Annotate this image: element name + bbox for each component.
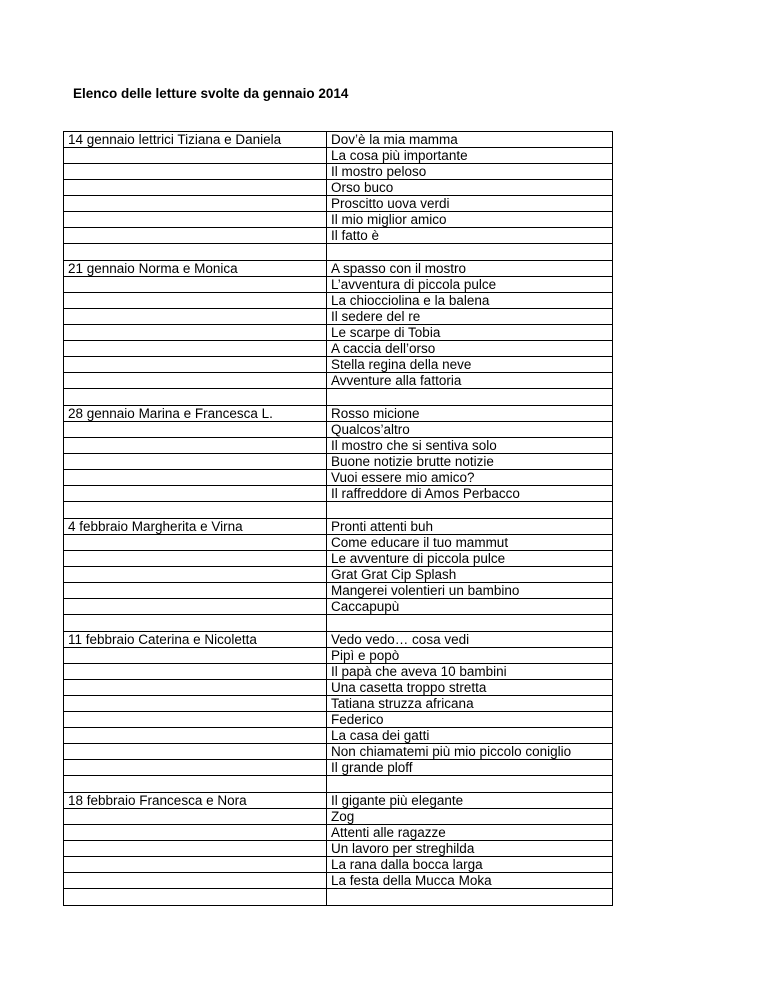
book-title: Tatiana struzza africana [327, 696, 613, 712]
book-title: Avventure alla fattoria [327, 373, 613, 389]
table-row-spacer [64, 389, 613, 406]
empty-cell [327, 502, 613, 519]
book-title: Il raffreddore di Amos Perbacco [327, 486, 613, 502]
session-label: 28 gennaio Marina e Francesca L. [64, 406, 327, 422]
session-label-empty [64, 728, 327, 744]
session-label-empty [64, 438, 327, 454]
book-title: Vedo vedo… cosa vedi [327, 632, 613, 648]
book-title: Attenti alle ragazze [327, 825, 613, 841]
session-label-empty [64, 164, 327, 180]
table-row [64, 148, 613, 164]
session-label-empty [64, 809, 327, 825]
table-row [64, 744, 613, 760]
session-label-empty [64, 180, 327, 196]
book-title: Mangerei volentieri un bambino [327, 583, 613, 599]
table-row [64, 228, 613, 244]
session-label: 18 febbraio Francesca e Nora [64, 793, 327, 809]
table-row [64, 664, 613, 680]
session-label-empty [64, 212, 327, 228]
session-label-empty [64, 599, 327, 615]
session-label: 4 febbraio Margherita e Virna [64, 519, 327, 535]
session-label-empty [64, 454, 327, 470]
table-row [64, 760, 613, 776]
session-label-empty [64, 825, 327, 841]
table-row [64, 373, 613, 389]
table-row [64, 180, 613, 196]
session-label-empty [64, 277, 327, 293]
book-title: Le scarpe di Tobia [327, 325, 613, 341]
book-title: Il mostro che si sentiva solo [327, 438, 613, 454]
book-title: L’avventura di piccola pulce [327, 277, 613, 293]
book-title: Non chiamatemi più mio piccolo coniglio [327, 744, 613, 760]
empty-cell [327, 244, 613, 261]
table-row [64, 551, 613, 567]
session-label-empty [64, 873, 327, 889]
table-row [64, 309, 613, 325]
table-row [64, 341, 613, 357]
table-row [64, 406, 613, 422]
book-title: La casa dei gatti [327, 728, 613, 744]
table-row-spacer [64, 502, 613, 519]
book-title: La rana dalla bocca larga [327, 857, 613, 873]
session-label: 11 febbraio Caterina e Nicoletta [64, 632, 327, 648]
table-row [64, 825, 613, 841]
table-row [64, 196, 613, 212]
book-title: La chiocciolina e la balena [327, 293, 613, 309]
table-row [64, 728, 613, 744]
session-label-empty [64, 551, 327, 567]
session-label-empty [64, 664, 327, 680]
session-label-empty [64, 196, 327, 212]
table-row [64, 793, 613, 809]
book-title: Vuoi essere mio amico? [327, 470, 613, 486]
book-title: Zog [327, 809, 613, 825]
table-row [64, 357, 613, 373]
table-row-spacer [64, 615, 613, 632]
readings-table-body [64, 132, 613, 906]
book-title: Caccapupù [327, 599, 613, 615]
session-label-empty [64, 341, 327, 357]
table-row [64, 164, 613, 180]
session-label-empty [64, 325, 327, 341]
session-label-empty [64, 486, 327, 502]
book-title: Pipì e popò [327, 648, 613, 664]
table-row [64, 567, 613, 583]
empty-cell [327, 615, 613, 632]
empty-cell [327, 776, 613, 793]
table-row [64, 841, 613, 857]
book-title: Pronti attenti buh [327, 519, 613, 535]
session-label: 21 gennaio Norma e Monica [64, 261, 327, 277]
table-row [64, 535, 613, 551]
table-row [64, 873, 613, 889]
book-title: Una casetta troppo stretta [327, 680, 613, 696]
table-row-spacer [64, 776, 613, 793]
session-label-empty [64, 648, 327, 664]
book-title: Come educare il tuo mammut [327, 535, 613, 551]
table-row [64, 680, 613, 696]
session-label-empty [64, 744, 327, 760]
book-title: Il fatto è [327, 228, 613, 244]
session-label-empty [64, 841, 327, 857]
empty-cell [327, 889, 613, 906]
session-label-empty [64, 696, 327, 712]
session-label-empty [64, 583, 327, 599]
table-row [64, 519, 613, 535]
empty-cell [64, 889, 327, 906]
session-label-empty [64, 357, 327, 373]
empty-cell [64, 502, 327, 519]
session-label-empty [64, 760, 327, 776]
table-row [64, 857, 613, 873]
table-row [64, 277, 613, 293]
session-label-empty [64, 857, 327, 873]
table-row [64, 261, 613, 277]
session-label-empty [64, 470, 327, 486]
empty-cell [327, 389, 613, 406]
book-title: Dov’è la mia mamma [327, 132, 613, 148]
book-title: Rosso micione [327, 406, 613, 422]
empty-cell [64, 776, 327, 793]
book-title: Il grande ploff [327, 760, 613, 776]
table-row [64, 422, 613, 438]
book-title: A caccia dell’orso [327, 341, 613, 357]
table-row [64, 470, 613, 486]
book-title: A spasso con il mostro [327, 261, 613, 277]
table-row [64, 632, 613, 648]
empty-cell [64, 389, 327, 406]
table-row-spacer [64, 244, 613, 261]
session-label-empty [64, 293, 327, 309]
table-row-spacer [64, 889, 613, 906]
session-label-empty [64, 680, 327, 696]
table-row [64, 809, 613, 825]
session-label-empty [64, 535, 327, 551]
book-title: La cosa più importante [327, 148, 613, 164]
session-label-empty [64, 712, 327, 728]
empty-cell [64, 615, 327, 632]
table-row [64, 438, 613, 454]
table-row [64, 599, 613, 615]
book-title: Il sedere del re [327, 309, 613, 325]
book-title: Il mio miglior amico [327, 212, 613, 228]
book-title: Qualcos’altro [327, 422, 613, 438]
book-title: Il papà che aveva 10 bambini [327, 664, 613, 680]
session-label: 14 gennaio lettrici Tiziana e Daniela [64, 132, 327, 148]
book-title: Stella regina della neve [327, 357, 613, 373]
book-title: Buone notizie brutte notizie [327, 454, 613, 470]
table-row [64, 486, 613, 502]
book-title: Proscitto uova verdi [327, 196, 613, 212]
book-title: La festa della Mucca Moka [327, 873, 613, 889]
session-label-empty [64, 422, 327, 438]
table-row [64, 583, 613, 599]
session-label-empty [64, 309, 327, 325]
session-label-empty [64, 228, 327, 244]
table-row [64, 293, 613, 309]
document-title: Elenco delle letture svolte da gennaio 2014 [73, 86, 349, 101]
session-label-empty [64, 148, 327, 164]
session-label-empty [64, 373, 327, 389]
table-row [64, 212, 613, 228]
table-row [64, 712, 613, 728]
book-title: Un lavoro per streghilda [327, 841, 613, 857]
empty-cell [64, 244, 327, 261]
book-title: Le avventure di piccola pulce [327, 551, 613, 567]
book-title: Federico [327, 712, 613, 728]
readings-table [63, 131, 613, 906]
table-row [64, 325, 613, 341]
table-row [64, 132, 613, 148]
session-label-empty [64, 567, 327, 583]
book-title: Grat Grat Cip Splash [327, 567, 613, 583]
table-row [64, 454, 613, 470]
book-title: Il mostro peloso [327, 164, 613, 180]
table-row [64, 648, 613, 664]
book-title: Il gigante più elegante [327, 793, 613, 809]
table-row [64, 696, 613, 712]
book-title: Orso buco [327, 180, 613, 196]
